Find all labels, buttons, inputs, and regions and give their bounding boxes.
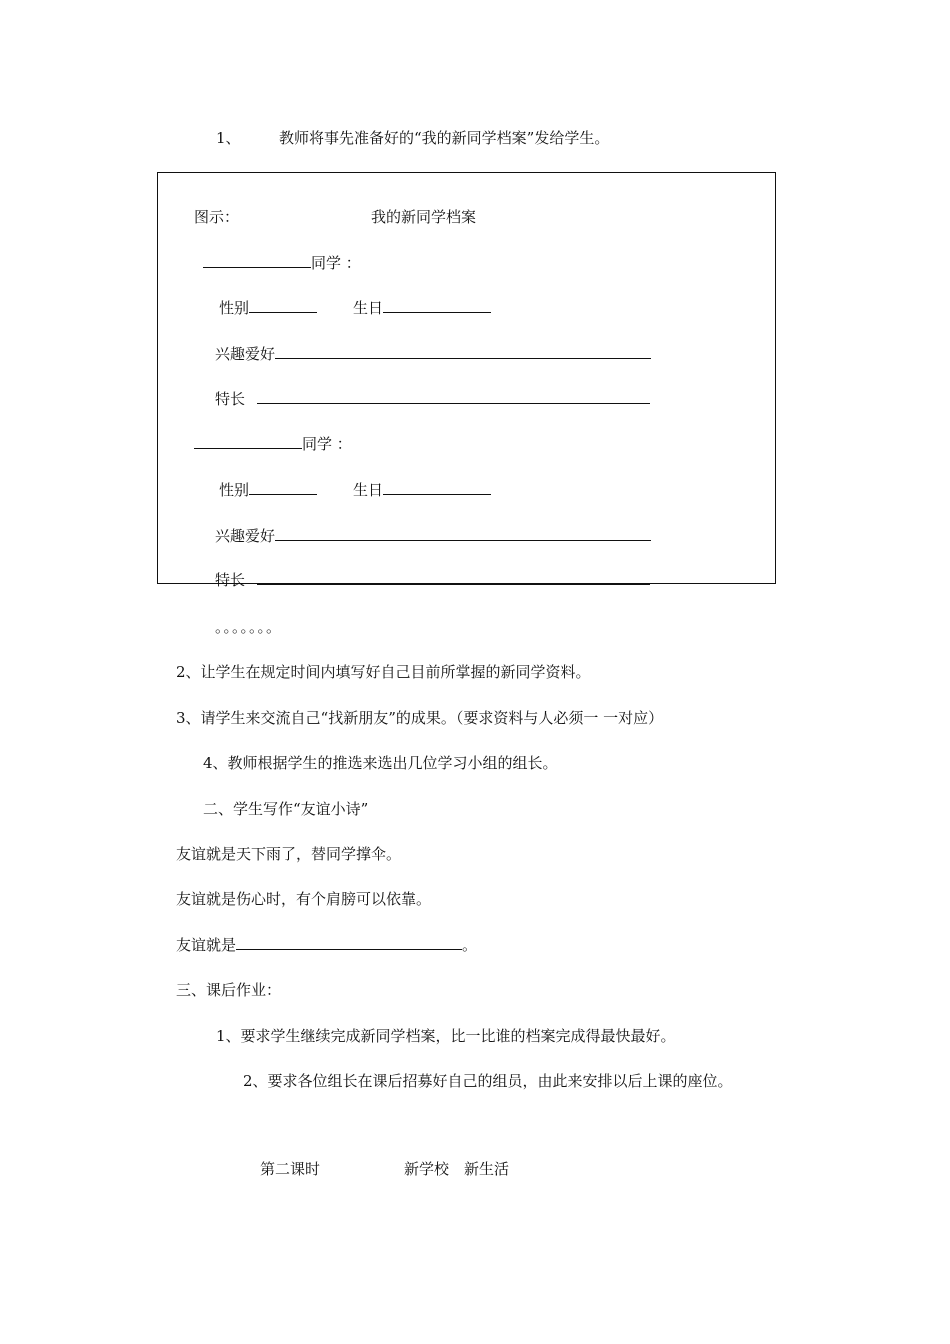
classmate-label: 同学 ：: [302, 435, 352, 453]
hobby-label: 兴趣爱好: [215, 527, 276, 545]
birthday-field: [353, 298, 491, 318]
lesson2-label: 第二课时: [260, 1160, 321, 1178]
classmate-name-line: [194, 434, 352, 454]
gender-blank: [249, 480, 317, 495]
poem-blank: [236, 935, 462, 950]
step1-number: 1、: [216, 129, 241, 147]
specialty-blank: [257, 570, 650, 585]
specialty-label: 特长: [215, 390, 246, 408]
hobby-label: 兴趣爱好: [215, 345, 276, 363]
archive-label: 图示：: [194, 208, 240, 226]
birthday-label: 生日: [353, 481, 384, 499]
hobby-blank: [275, 526, 651, 541]
specialty-field: [215, 389, 650, 409]
gender-blank: [249, 298, 317, 313]
poem-line-1: 友谊就是天下雨了，替同学撑伞。: [176, 845, 402, 863]
ellipsis: 。。。。。。。: [215, 618, 283, 636]
section3-heading: 三、课后作业：: [176, 981, 282, 999]
step2-text: 2、让学生在规定时间内填写好自己目前所掌握的新同学资料。: [176, 663, 591, 681]
specialty-field: [215, 570, 650, 590]
birthday-field: [353, 480, 491, 500]
lesson2-title: 新学校 新生活: [404, 1160, 510, 1178]
archive-box: [157, 172, 776, 584]
step4-text: 4、教师根据学生的推选来选出几位学习小组的组长。: [203, 754, 558, 772]
gender-field: [219, 298, 317, 318]
homework-item-1: 1、要求学生继续完成新同学档案，比一比谁的档案完成得最快最好。: [216, 1027, 676, 1045]
name-blank: [203, 253, 311, 268]
hobby-field: [215, 526, 651, 546]
birthday-blank: [383, 298, 491, 313]
poem-line-2: 友谊就是伤心时，有个肩膀可以依靠。: [176, 890, 432, 908]
poem-line-3-prefix: 友谊就是: [176, 936, 237, 954]
gender-field: [219, 480, 317, 500]
hobby-blank: [275, 344, 651, 359]
classmate-name-line: [203, 253, 361, 273]
birthday-blank: [383, 480, 491, 495]
homework-item-2: 2、要求各位组长在课后招募好自己的组员，由此来安排以后上课的座位。: [243, 1072, 733, 1090]
name-blank: [194, 434, 302, 449]
archive-title: 我的新同学档案: [371, 208, 477, 226]
section2-heading: 二、学生写作“友谊小诗”: [203, 800, 369, 818]
step1-text: 教师将事先准备好的“我的新同学档案”发给学生。: [279, 129, 610, 147]
specialty-blank: [257, 389, 650, 404]
poem-line-3: [176, 935, 477, 955]
birthday-label: 生日: [353, 299, 384, 317]
gender-label: 性别: [219, 481, 250, 499]
step3-text: 3、请学生来交流自己“找新朋友”的成果。（要求资料与人必须一 一对应）: [176, 709, 664, 727]
gender-label: 性别: [219, 299, 250, 317]
poem-line-3-suffix: 。: [462, 936, 478, 954]
specialty-label: 特长: [215, 571, 246, 589]
hobby-field: [215, 344, 651, 364]
classmate-label: 同学 ：: [311, 254, 361, 272]
